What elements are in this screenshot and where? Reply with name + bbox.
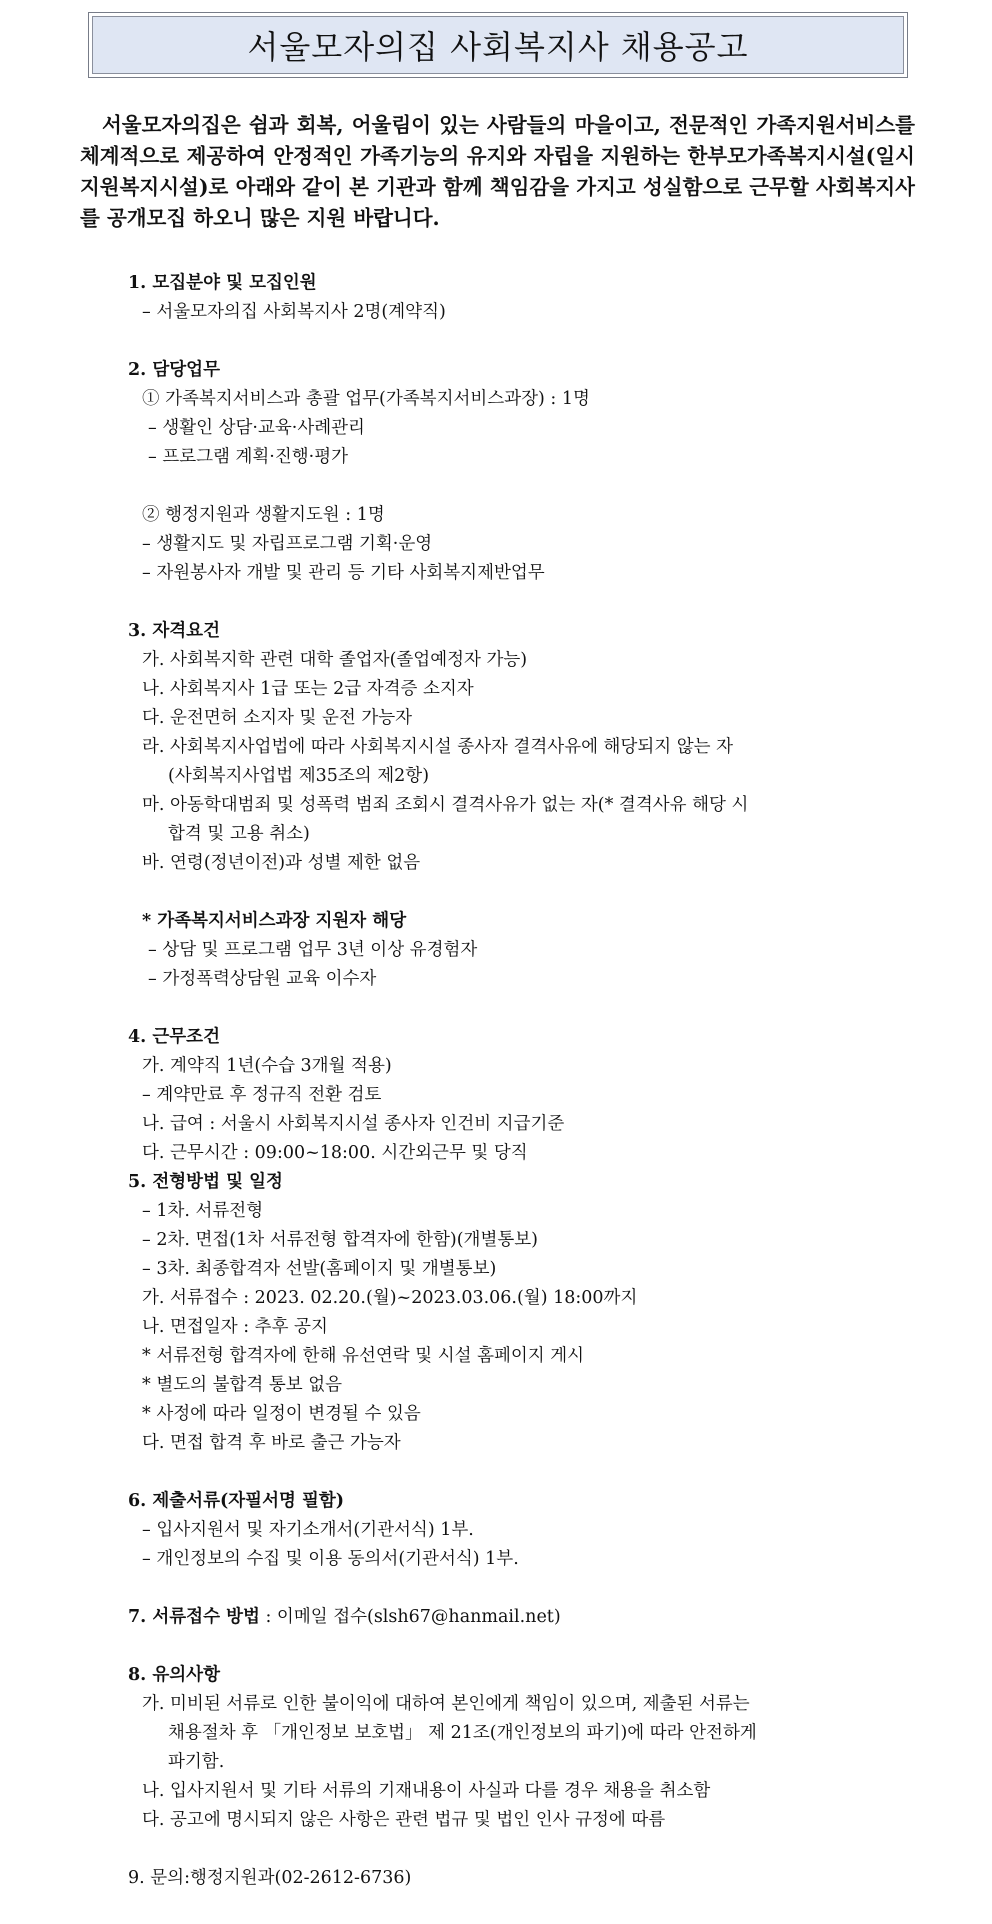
- document-item: – 입사지원서 및 자기소개서(기관서식) 1부.: [142, 1520, 474, 1540]
- qualification-item: 나. 사회복지사 1급 또는 2급 자격증 소지자: [142, 679, 474, 699]
- process-item: 다. 면접 합격 후 바로 출근 가능자: [142, 1433, 401, 1453]
- duty-b-item: – 생활지도 및 자립프로그램 기획·운영: [142, 534, 433, 554]
- submission-method: : 이메일 접수(slsh67@hanmail.net): [259, 1607, 561, 1627]
- notice-item-cont: 채용절차 후 「개인정보 보호법」 제 21조(개인정보의 파기)에 따라 안전하게: [168, 1723, 757, 1743]
- contact-line: 9. 문의:행정지원과(02-2612-6736): [128, 1868, 412, 1888]
- section-7: [128, 1603, 918, 1632]
- condition-item: 나. 급여 : 서울시 사회복지시설 종사자 인건비 지급기준: [142, 1114, 565, 1134]
- section-1-heading: 1. 모집분야 및 모집인원: [128, 273, 317, 293]
- notice-item: 가. 미비된 서류로 인한 불이익에 대하여 본인에게 책임이 있으며, 제출된 서류는: [142, 1694, 750, 1714]
- process-item: * 사정에 따라 일정이 변경될 수 있음: [142, 1404, 421, 1424]
- section-4-heading: 4. 근무조건: [128, 1027, 220, 1047]
- condition-item: – 계약만료 후 정규직 전환 검토: [142, 1085, 382, 1105]
- section-8-heading: 8. 유의사항: [128, 1665, 220, 1685]
- qualification-item: 다. 운전면허 소지자 및 운전 가능자: [142, 708, 413, 728]
- qualification-item: 라. 사회복지사업법에 따라 사회복지시설 종사자 결격사유에 해당되지 않는 자: [142, 737, 734, 757]
- section-7-heading: 7. 서류접수 방법: [128, 1607, 260, 1627]
- process-item: 나. 면접일자 : 추후 공지: [142, 1317, 328, 1337]
- condition-item: 다. 근무시간 : 09:00~18:00. 시간외근무 및 당직: [142, 1143, 528, 1163]
- qualification-item: 가. 사회복지학 관련 대학 졸업자(졸업예정자 가능): [142, 650, 528, 670]
- section-1-item: – 서울모자의집 사회복지사 2명(계약직): [142, 302, 446, 322]
- preferred-item: – 상담 및 프로그램 업무 3년 이상 유경험자: [148, 940, 478, 960]
- duty-a-item: – 생활인 상담·교육·사례관리: [148, 418, 365, 438]
- preferred-heading: * 가족복지서비스과장 지원자 해당: [142, 911, 407, 931]
- condition-item: 가. 계약직 1년(수습 3개월 적용): [142, 1056, 392, 1076]
- duty-a-item: – 프로그램 계획·진행·평가: [148, 447, 349, 467]
- section-2-heading: 2. 담당업무: [128, 360, 220, 380]
- qualification-item-cont: (사회복지사업법 제35조의 제2항): [168, 766, 430, 786]
- process-item: 가. 서류접수 : 2023. 02.20.(월)~2023.03.06.(월) 18:00까지: [142, 1288, 638, 1308]
- duty-b-title: ② 행정지원과 생활지도원 : 1명: [142, 505, 385, 525]
- duty-b-item: – 자원봉사자 개발 및 관리 등 기타 사회복지제반업무: [142, 563, 545, 583]
- page-title: 서울모자의집 사회복지사 채용공고: [88, 12, 908, 78]
- notice-item-cont: 파기함.: [168, 1752, 225, 1772]
- duty-a-title: ① 가족복지서비스과 총괄 업무(가족복지서비스과장) : 1명: [142, 389, 590, 409]
- process-item: * 서류전형 합격자에 한해 유선연락 및 시설 홈페이지 게시: [142, 1346, 585, 1366]
- process-item: – 2차. 면접(1차 서류전형 합격자에 한함)(개별통보): [142, 1230, 538, 1250]
- notice-item: 다. 공고에 명시되지 않은 사항은 관련 법규 및 법인 인사 규정에 따름: [142, 1810, 666, 1830]
- notice-item: 나. 입사지원서 및 기타 서류의 기재내용이 사실과 다를 경우 채용을 취소함: [142, 1781, 711, 1801]
- section-3-heading: 3. 자격요건: [128, 621, 220, 641]
- preferred-item: – 가정폭력상담원 교육 이수자: [148, 969, 377, 989]
- process-item: * 별도의 불합격 통보 없음: [142, 1375, 343, 1395]
- section-5-heading: 5. 전형방법 및 일정: [128, 1172, 283, 1192]
- process-item: – 3차. 최종합격자 선발(홈페이지 및 개별통보): [142, 1259, 497, 1279]
- qualification-item-cont: 합격 및 고용 취소): [168, 824, 310, 844]
- notice-body: [128, 269, 918, 1893]
- qualification-item: 바. 연령(정년이전)과 성별 제한 없음: [142, 853, 421, 873]
- document-item: – 개인정보의 수집 및 이용 동의서(기관서식) 1부.: [142, 1549, 519, 1569]
- qualification-item: 마. 아동학대범죄 및 성폭력 범죄 조회시 결격사유가 없는 자(* 결격사유 해당 시: [142, 795, 749, 815]
- process-item: – 1차. 서류전형: [142, 1201, 264, 1221]
- intro-paragraph: 서울모자의집은 쉼과 회복, 어울림이 있는 사람들의 마을이고, 전문적인 가족지원서비스를 체계적으로 제공하여 안정적인 가족기능의 유지와 자립을 지원하는 한부모가족복지시설(일시지원복지시설)로 아래와 같이 본 기관과 함께 책임감을 가지고 성실함으로 근무할 사회복지사를 공개모집 하오니 많은 지원 바랍니다.: [80, 113, 915, 230]
- section-6-heading: 6. 제출서류(자필서명 필함): [128, 1491, 345, 1511]
